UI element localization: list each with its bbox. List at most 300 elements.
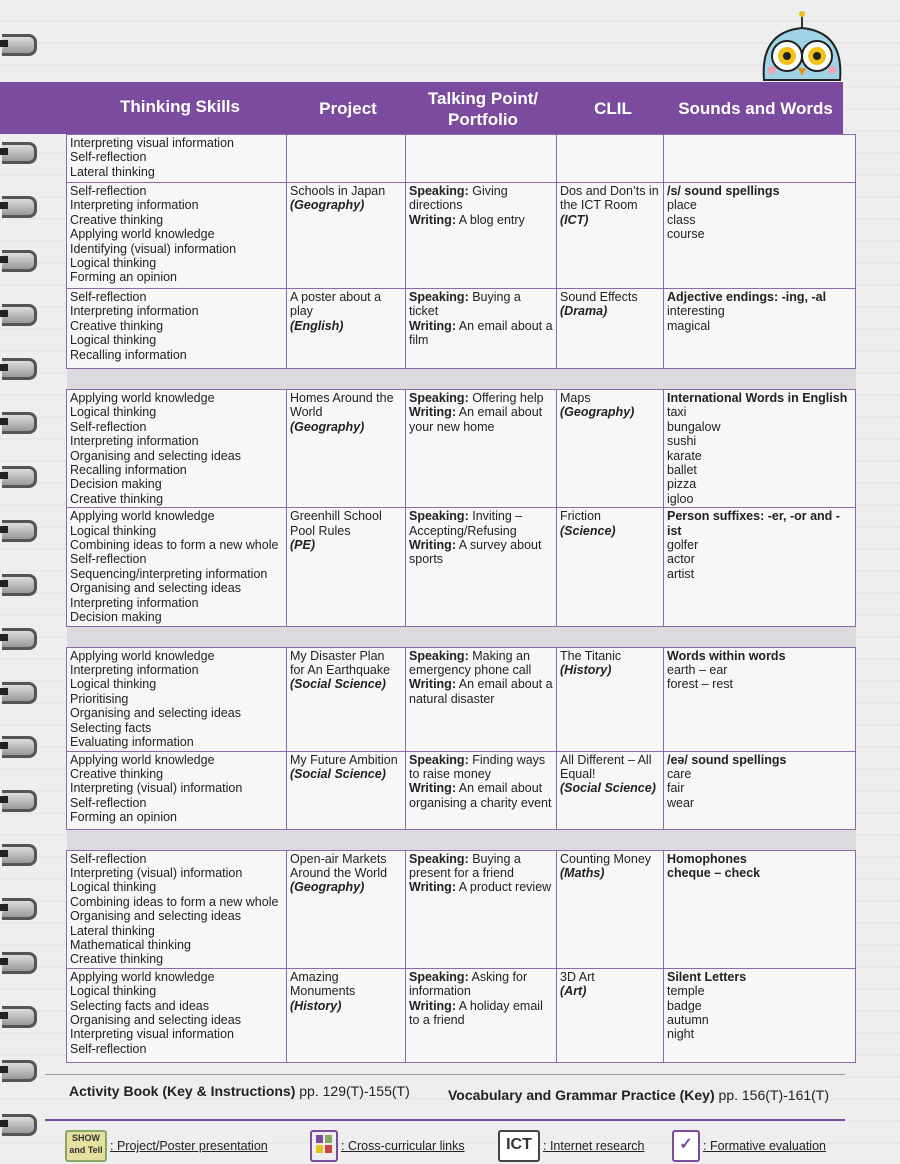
cell-text: An email about a film (409, 318, 553, 348)
cell-line (667, 1013, 852, 1027)
cell-line (290, 391, 402, 420)
cell-text: (History) (560, 662, 612, 677)
spiral-ring (2, 736, 37, 758)
cell-text: Finding ways to raise money (409, 752, 546, 781)
sounds-and-words-cell (664, 183, 856, 289)
table-row (67, 751, 856, 829)
project-cell (287, 647, 406, 751)
cell-text: Homes Around the World (290, 391, 394, 420)
cell-text: (Art) (560, 984, 587, 999)
thinking-skills-cell (67, 390, 287, 508)
header-thinking-skills: Thinking Skills (120, 97, 240, 116)
vocabulary-grammar-title: Vocabulary and Grammar Practice (Key) (448, 1087, 715, 1103)
cell-line: Interpreting information (70, 304, 199, 319)
cell-line: Interpreting information (70, 595, 199, 610)
cell-line (667, 999, 852, 1013)
cell-text: Maps (560, 391, 591, 405)
cell-text: (Drama) (560, 304, 608, 319)
table-row (67, 289, 856, 369)
thinking-skills-cell (67, 850, 287, 968)
cell-line (290, 880, 402, 894)
talking-point-cell (406, 647, 557, 751)
cell-line: Organising and selecting ideas (70, 909, 241, 924)
cell-line: Interpreting (visual) information (70, 781, 243, 796)
thinking-skills-cell (67, 289, 287, 369)
cell-text: course (667, 227, 705, 242)
spiral-ring (2, 358, 37, 380)
cell-label-bold: Speaking: (409, 648, 469, 663)
cell-line (290, 999, 402, 1013)
cell-line (560, 184, 660, 213)
cell-line (290, 852, 402, 881)
legend-label: : Project/Poster presentation (110, 1139, 268, 1153)
vocabulary-grammar-reference (448, 1087, 829, 1103)
cell-line (560, 753, 660, 782)
unit-separator (67, 369, 856, 390)
cell-line (409, 319, 553, 348)
cell-line: Selecting facts (70, 720, 152, 735)
cell-line (667, 753, 852, 767)
cell-label-bold: Writing: (409, 781, 456, 796)
cell-label-bold: Words within words (667, 648, 786, 663)
spiral-ring (2, 304, 37, 326)
clil-cell (557, 508, 664, 626)
legend-item-project (65, 1130, 268, 1162)
spiral-ring (2, 520, 37, 542)
cell-text: karate (667, 448, 702, 463)
talking-point-cell (406, 968, 557, 1062)
clil-cell (557, 183, 664, 289)
cell-label-bold: Speaking: (409, 509, 469, 524)
project-cell (287, 751, 406, 829)
cell-line: Organising and selecting ideas (70, 581, 241, 596)
cell-line (290, 509, 402, 538)
cell-text: care (667, 766, 692, 781)
cell-label-bold: Adjective endings: -ing, -al (667, 290, 827, 304)
cell-text: Making an emergency phone call (409, 648, 532, 677)
cell-line (409, 852, 553, 881)
cell-text: An email about a natural disaster (409, 677, 553, 706)
cell-line (560, 970, 660, 984)
cell-line: Recalling information (70, 463, 187, 478)
cell-text: A product review (455, 880, 552, 895)
cell-text: (ICT) (560, 212, 589, 227)
cell-line: Logical thinking (70, 880, 157, 895)
cell-text: All Different – All Equal! (560, 752, 652, 781)
cell-line: Self-reflection (70, 1041, 147, 1056)
cell-text: Amazing Monuments (290, 969, 356, 999)
cell-line (409, 753, 553, 782)
cell-line: Selecting facts and ideas (70, 998, 209, 1013)
header-talking-point: Talking Point/ Portfolio (427, 89, 539, 129)
cell-line (290, 420, 402, 434)
cell-line (667, 852, 852, 866)
cell-text: (Science) (560, 523, 616, 538)
cross-curricular-icon (310, 1130, 338, 1162)
cell-line: Organising and selecting ideas (70, 448, 241, 463)
cell-line (409, 781, 553, 810)
cell-line: Combining ideas to form a new whole (70, 538, 279, 553)
curriculum-table (66, 134, 856, 1063)
cell-line (290, 319, 402, 333)
icon-legend (60, 1126, 850, 1162)
show-and-tell-icon: SHOW and Tell (65, 1130, 107, 1162)
cell-line: Mathematical thinking (70, 937, 191, 952)
legend-item-cross-curricular (310, 1130, 465, 1162)
cell-line: Decision making (70, 610, 162, 625)
cell-text: My Future Ambition (290, 752, 398, 767)
cell-label-bold: Writing: (409, 538, 456, 553)
cell-line (667, 677, 852, 691)
cell-line (667, 970, 852, 984)
cell-line (290, 184, 402, 198)
cell-text: bungalow (667, 419, 721, 434)
table-row (67, 183, 856, 289)
cell-text: (Social Science) (560, 781, 656, 796)
cell-label-bold: Speaking: (409, 391, 469, 405)
cell-label-bold: Writing: (409, 212, 456, 227)
spiral-ring (2, 466, 37, 488)
cell-line (409, 970, 553, 999)
talking-point-cell (406, 289, 557, 369)
cell-label-bold: Silent Letters (667, 969, 747, 984)
cell-line: Interpreting information (70, 662, 199, 677)
owl-mascot-icon (756, 10, 848, 88)
vocabulary-grammar-pages: pp. 156(T)-161(T) (714, 1087, 830, 1103)
cell-line: Lateral thinking (70, 923, 155, 938)
talking-point-cell (406, 508, 557, 626)
spiral-binding (0, 0, 40, 1164)
cell-text: A holiday email to a friend (409, 998, 543, 1027)
cell-line: Evaluating information (70, 734, 194, 749)
thinking-skills-cell (67, 751, 287, 829)
cell-line (667, 304, 852, 318)
cell-text: Buying a present for a friend (409, 851, 521, 880)
cell-line (560, 405, 660, 419)
sounds-and-words-cell (664, 751, 856, 829)
cell-text: (Geography) (290, 880, 365, 895)
cell-line: Logical thinking (70, 333, 157, 348)
cell-line: Sequencing/interpreting information (70, 566, 268, 581)
cell-line (409, 290, 553, 319)
header-clil: CLIL (594, 99, 632, 118)
cell-text: temple (667, 984, 705, 999)
cell-text: (History) (290, 998, 342, 1013)
spiral-ring (2, 142, 37, 164)
cell-line: Interpreting information (70, 434, 199, 449)
project-cell (287, 968, 406, 1062)
cell-text: Offering help (468, 391, 544, 405)
cell-text: (Social Science) (290, 766, 386, 781)
header-sounds-and-words: Sounds and Words (678, 99, 833, 118)
cell-line: Forming an opinion (70, 810, 178, 825)
cell-text: (English) (290, 318, 344, 333)
cell-text: (Maths) (560, 865, 605, 880)
legend-item-formative (672, 1130, 826, 1162)
cell-line (290, 538, 402, 552)
cell-text: (Geography) (290, 419, 365, 434)
cell-line: Creative thinking (70, 212, 164, 227)
table-header (0, 82, 843, 134)
cell-line (560, 509, 660, 523)
cell-label-bold: Speaking: (409, 851, 469, 866)
cell-line (560, 852, 660, 866)
cell-text: A poster about a play (290, 290, 382, 319)
cell-line (409, 999, 553, 1028)
thinking-skills-cell (67, 135, 287, 183)
header-project: Project (319, 99, 377, 118)
clil-cell (557, 968, 664, 1062)
cell-label-bold: /s/ sound spellings (667, 184, 780, 198)
sounds-and-words-cell (664, 968, 856, 1062)
cell-text: artist (667, 566, 695, 581)
cell-line: Self-reflection (70, 290, 147, 304)
cell-line: Self-reflection (70, 795, 147, 810)
cell-label-bold: Homophones (667, 851, 747, 866)
cell-line: Forming an opinion (70, 270, 178, 285)
cell-label-bold: Writing: (409, 998, 456, 1013)
thinking-skills-cell (67, 968, 287, 1062)
ict-icon: ICT (498, 1130, 540, 1162)
project-cell (287, 508, 406, 626)
cell-line (667, 420, 852, 434)
cell-text: autumn (667, 1012, 709, 1027)
cell-text: wear (667, 795, 695, 810)
talking-point-cell (406, 183, 557, 289)
cell-line (290, 753, 402, 767)
project-cell (287, 289, 406, 369)
cell-text: (Social Science) (290, 677, 386, 692)
cell-line (409, 677, 553, 706)
cell-line (409, 184, 553, 213)
cell-text: sushi (667, 434, 697, 449)
cell-text: A blog entry (455, 212, 525, 227)
cell-line (667, 1027, 852, 1041)
cell-text: magical (667, 318, 711, 333)
cell-line: Interpreting visual information (70, 1027, 234, 1042)
clil-cell (557, 390, 664, 508)
spiral-ring (2, 1006, 37, 1028)
cell-line (667, 434, 852, 448)
cell-text: 3D Art (560, 969, 595, 984)
clil-cell (557, 135, 664, 183)
cell-line (667, 198, 852, 212)
cell-line: Logical thinking (70, 523, 157, 538)
cell-line (667, 567, 852, 581)
cell-line: Creative thinking (70, 952, 164, 967)
footer-references (45, 1074, 845, 1121)
sounds-and-words-cell (664, 850, 856, 968)
cell-text: Inviting – Accepting/Refusing (409, 509, 523, 538)
cell-line (290, 767, 402, 781)
cell-line (290, 649, 402, 678)
spiral-ring (2, 628, 37, 650)
cell-line (667, 767, 852, 781)
cell-line (560, 213, 660, 227)
cell-line (667, 213, 852, 227)
cell-line (560, 984, 660, 998)
spiral-ring (2, 682, 37, 704)
checklist-icon: ✓ (672, 1130, 700, 1162)
cell-text: A survey about sports (409, 538, 542, 567)
project-cell (287, 850, 406, 968)
cell-text: Friction (560, 509, 601, 524)
cell-label-bold: Speaking: (409, 184, 469, 198)
cell-line: Lateral thinking (70, 164, 155, 179)
spiral-ring (2, 790, 37, 812)
cell-text: Sound Effects (560, 290, 638, 304)
talking-point-cell (406, 135, 557, 183)
cell-text: place (667, 198, 697, 213)
cell-text: (Geography) (290, 198, 365, 213)
thinking-skills-cell (67, 647, 287, 751)
cell-line (290, 290, 402, 319)
unit-separator (67, 829, 856, 850)
cell-line (667, 463, 852, 477)
cell-line (409, 509, 553, 538)
cell-line: Prioritising (70, 691, 129, 706)
separator-cell (67, 829, 856, 850)
cell-text: Dos and Don’ts in the ICT Room (560, 184, 659, 213)
cell-line: Decision making (70, 477, 162, 492)
project-cell (287, 390, 406, 508)
cell-line: Interpreting (visual) information (70, 865, 243, 880)
cell-text: earth – ear (667, 662, 728, 677)
cell-line (290, 677, 402, 691)
cell-text: forest – rest (667, 677, 733, 692)
cell-line: Applying world knowledge (70, 648, 215, 663)
cell-line (560, 304, 660, 318)
cell-line: Creative thinking (70, 766, 164, 781)
cell-line: Identifying (visual) information (70, 241, 237, 256)
table-row (67, 647, 856, 751)
cell-line (667, 866, 852, 880)
cell-label-bold: Speaking: (409, 969, 469, 984)
table-row (67, 390, 856, 508)
cell-line: Interpreting visual information (70, 136, 234, 150)
cell-line: Logical thinking (70, 256, 157, 271)
cell-text: fair (667, 781, 685, 796)
cell-label-bold: Person suffixes: -er, -or and -ist (667, 509, 840, 538)
cell-line (409, 538, 553, 567)
cell-text: Giving directions (409, 184, 508, 213)
talking-point-cell (406, 751, 557, 829)
cell-line (667, 405, 852, 419)
cell-line (290, 970, 402, 999)
sounds-and-words-cell (664, 647, 856, 751)
sounds-and-words-cell (664, 135, 856, 183)
legend-label: : Formative evaluation (703, 1139, 826, 1153)
cell-line (560, 781, 660, 795)
cell-text: golfer (667, 538, 699, 553)
cell-text: class (667, 212, 696, 227)
table-row (67, 968, 856, 1062)
cell-line (667, 449, 852, 463)
cell-line (667, 492, 852, 506)
cell-line (409, 880, 553, 894)
project-cell (287, 135, 406, 183)
cell-label-bold: Writing: (409, 318, 456, 333)
cell-text: (PE) (290, 538, 315, 553)
legend-item-ict (498, 1130, 644, 1162)
activity-book-pages: pp. 129(T)-155(T) (295, 1083, 410, 1099)
cell-line (409, 405, 553, 434)
spiral-ring (2, 34, 37, 56)
cell-text: My Disaster Plan for An Earthquake (290, 648, 391, 677)
thinking-skills-cell (67, 183, 287, 289)
cell-line: Logical thinking (70, 677, 157, 692)
cell-text: Greenhill School Pool Rules (290, 509, 382, 538)
cell-line (667, 538, 852, 552)
cell-text: (Geography) (560, 405, 635, 420)
cell-line: Organising and selecting ideas (70, 1012, 241, 1027)
sounds-and-words-cell (664, 289, 856, 369)
cell-text: An email about organising a charity event (409, 781, 552, 810)
cell-line: Applying world knowledge (70, 969, 215, 984)
cell-line: Recalling information (70, 347, 187, 362)
thinking-skills-cell (67, 508, 287, 626)
cell-line: Combining ideas to form a new whole (70, 894, 279, 909)
cell-line: Logical thinking (70, 405, 157, 420)
cell-line: Applying world knowledge (70, 752, 215, 767)
cell-label-bold: cheque – check (667, 865, 761, 880)
cell-text: igloo (667, 491, 694, 506)
cell-line (667, 227, 852, 241)
cell-line (560, 524, 660, 538)
cell-line: Self-reflection (70, 150, 147, 165)
cell-line (667, 477, 852, 491)
cell-label-bold: Speaking: (409, 752, 469, 767)
cell-line (667, 184, 852, 198)
activity-book-reference (69, 1083, 410, 1099)
cell-line (409, 391, 553, 405)
cell-line (560, 391, 660, 405)
cell-line: Organising and selecting ideas (70, 706, 241, 721)
cell-line (560, 290, 660, 304)
talking-point-cell (406, 850, 557, 968)
cell-text: taxi (667, 405, 687, 420)
spiral-ring (2, 1114, 37, 1136)
cell-line (560, 649, 660, 663)
spiral-ring (2, 574, 37, 596)
project-cell (287, 183, 406, 289)
cell-label-bold: Writing: (409, 880, 456, 895)
cell-line: Self-reflection (70, 184, 147, 198)
cell-line (667, 391, 852, 405)
cell-text: Open-air Markets Around the World (290, 851, 388, 880)
cell-text: Schools in Japan (290, 184, 386, 198)
cell-line (409, 649, 553, 678)
cell-text: The Titanic (560, 648, 622, 663)
unit-separator (67, 626, 856, 647)
cell-line (409, 213, 553, 227)
cell-text: Buying a ticket (409, 290, 521, 319)
cell-line (667, 509, 852, 538)
cell-line: Applying world knowledge (70, 509, 215, 524)
cell-text: Asking for information (409, 969, 528, 999)
cell-text: badge (667, 998, 702, 1013)
cell-text: ballet (667, 463, 697, 478)
cell-line (667, 319, 852, 333)
spiral-ring (2, 250, 37, 272)
cell-line (667, 552, 852, 566)
clil-cell (557, 850, 664, 968)
cell-line: Self-reflection (70, 419, 147, 434)
cell-line: Creative thinking (70, 491, 164, 506)
cell-text: pizza (667, 477, 697, 492)
table-row (67, 508, 856, 626)
clil-cell (557, 751, 664, 829)
